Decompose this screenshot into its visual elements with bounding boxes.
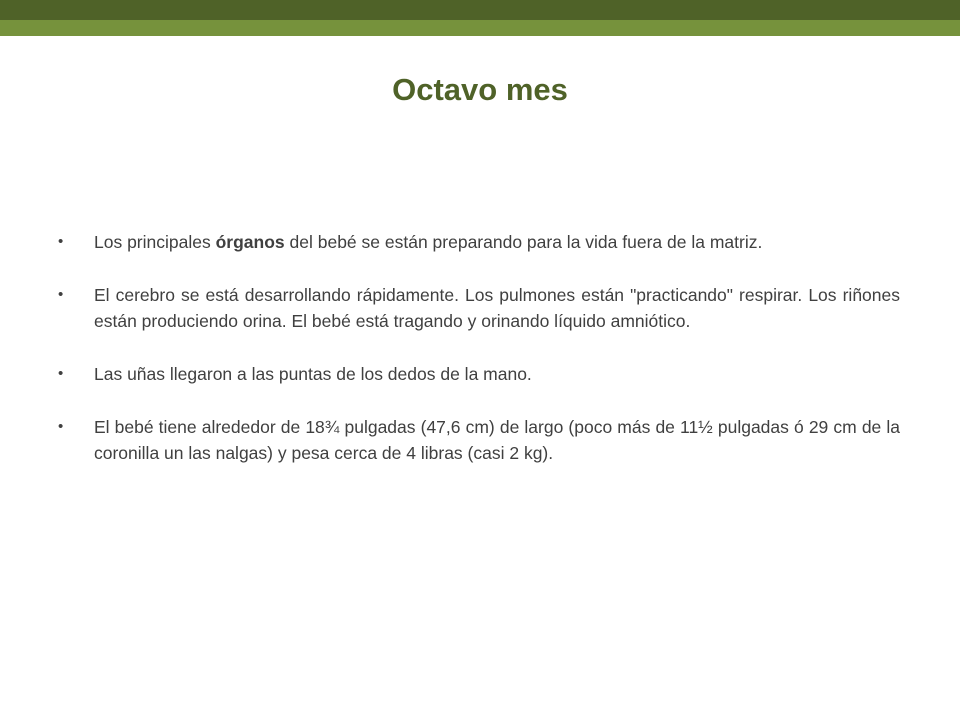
bullet-icon: • [58,418,64,435]
bullet-item-size [58,414,900,466]
bullet-text: El cerebro se está desarrollando rápidamente. Los pulmones están "practicando" respirar. Los riñones están produciendo orina. El bebé está tragando y orinando líquido amniótico. [94,285,900,331]
bullet-icon: • [58,365,64,382]
bullet-item-development [58,282,900,334]
bullet-icon: • [58,286,64,303]
header-band-light [0,20,960,36]
bullet-text-bold: órganos [215,232,285,252]
bullet-item-nails [58,361,900,387]
bullet-text: Las uñas llegaron a las puntas de los dedos de la mano. [94,364,532,384]
bullet-text-start: Los principales [94,232,216,252]
bullet-item-organs [58,229,900,255]
bullet-icon: • [58,233,64,250]
bullet-text-end: del bebé se están preparando para la vida fuera de la matriz. [284,232,763,252]
bullet-text: El bebé tiene alrededor de 18¾ pulgadas (47,6 cm) de largo (poco más de 11½ pulgadas ó 29 cm de la coronilla un las nalgas) y pesa cerca de 4 libras (casi 2 kg). [94,417,900,463]
header-band-dark [0,0,960,20]
slide-title: Octavo mes [392,72,568,107]
bullet-list [58,229,900,493]
